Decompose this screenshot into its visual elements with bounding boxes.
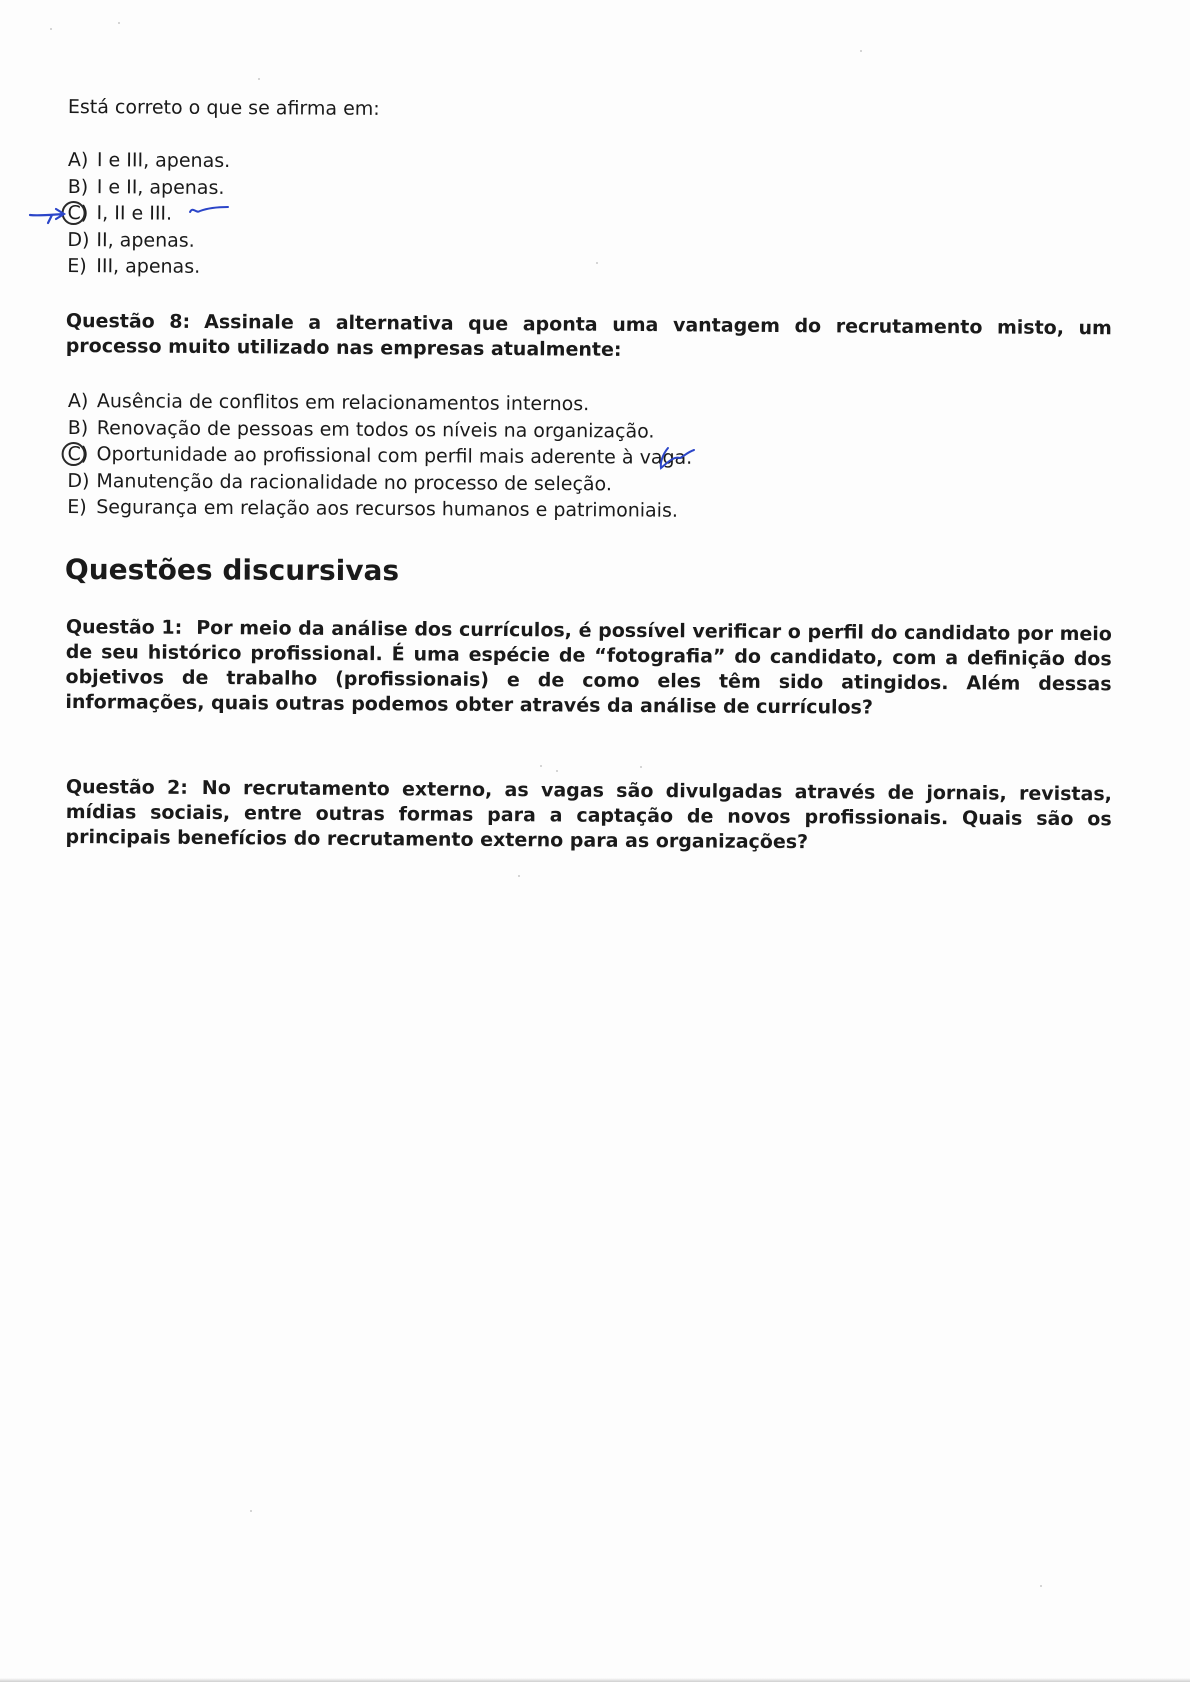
- scan-speck: [258, 78, 260, 80]
- option-text: Renovação de pessoas em todos os níveis na organização.: [96, 416, 655, 443]
- option-letter: D): [67, 469, 90, 492]
- discursive-question-2: [65, 775, 1111, 857]
- option-b: [68, 173, 230, 200]
- handwritten-circle-mark: [62, 201, 86, 225]
- option-text: Manutenção da racionalidade no processo de seleção.: [96, 469, 612, 495]
- option-letter: E): [67, 254, 87, 278]
- scan-speck: [640, 766, 642, 768]
- question-number: Questão 1:: [65, 616, 183, 639]
- option-letter: C): [67, 442, 89, 466]
- option-text: I e II, apenas.: [96, 175, 225, 199]
- option-text: I, II e III.: [96, 202, 173, 225]
- question8-text: Assinale a alternativa que aponta uma vantagem do recrutamento misto, um processo muito utilizado nas empresas atualmente:: [65, 310, 1112, 361]
- question7-prompt: Está correto o que se afirma em:: [67, 96, 380, 120]
- option-c-marked: [68, 200, 230, 227]
- option-e: [67, 253, 229, 280]
- scan-speck: [250, 1510, 252, 1512]
- option-a: [68, 388, 693, 418]
- option-text: Oportunidade ao profissional com perfil mais aderente à vaga.: [96, 443, 693, 469]
- scan-speck: [596, 262, 598, 264]
- question8-number: Questão 8:: [65, 309, 191, 333]
- option-e: [67, 494, 692, 524]
- option-letter: C): [67, 201, 89, 225]
- scan-speck: [518, 875, 520, 877]
- option-letter: B): [67, 175, 89, 198]
- option-letter: E): [67, 495, 87, 519]
- option-a: [68, 147, 230, 174]
- scan-speck: [556, 770, 558, 772]
- option-letter: B): [67, 416, 89, 439]
- option-d: [67, 467, 692, 497]
- discursive-question-1: [65, 615, 1112, 722]
- scan-speck: [1040, 1585, 1042, 1587]
- handwritten-circle-mark: [62, 442, 86, 466]
- section-title: Questões discursivas: [64, 553, 400, 588]
- question-text: No recrutamento externo, as vagas são divulgadas através de jornais, revistas, mídias sociais, entre outras formas para a captação de novos profissionais. Quais são os principais benefícios do recrutamento externo para as organizações?: [65, 776, 1112, 854]
- option-letter: A): [67, 389, 89, 413]
- question8-statement: [66, 309, 1112, 366]
- option-c-marked: [68, 441, 693, 471]
- option-text: III, apenas.: [96, 255, 201, 278]
- option-letter: D): [67, 228, 90, 251]
- question-number: Questão 2:: [65, 776, 188, 799]
- scan-speck: [540, 765, 542, 767]
- option-d: [67, 226, 229, 253]
- option-letter: A): [67, 148, 89, 172]
- scan-speck: [50, 28, 52, 30]
- scan-speck: [860, 50, 862, 52]
- option-text: II, apenas.: [96, 228, 195, 252]
- question8-options: [67, 388, 692, 524]
- question-text: Por meio da análise dos currículos, é possível verificar o perfil do candidato por meio de seu histórico profissional. É uma espécie de “fotografia” do candidato, com a definição dos objetivos de trabalho (profissionais) e de como eles têm sido atingidos. Além dessas informações, quais outras podemos obter através da análise de currículos?: [65, 616, 1112, 719]
- page-edge-shadow: [0, 1678, 1190, 1682]
- question7-options: [67, 147, 230, 280]
- option-text: I e III, apenas.: [96, 149, 231, 172]
- option-text: Segurança em relação aos recursos humanos e patrimoniais.: [96, 496, 678, 522]
- option-text: Ausência de conflitos em relacionamentos internos.: [96, 390, 590, 416]
- scan-speck: [118, 22, 120, 24]
- option-b: [68, 414, 693, 444]
